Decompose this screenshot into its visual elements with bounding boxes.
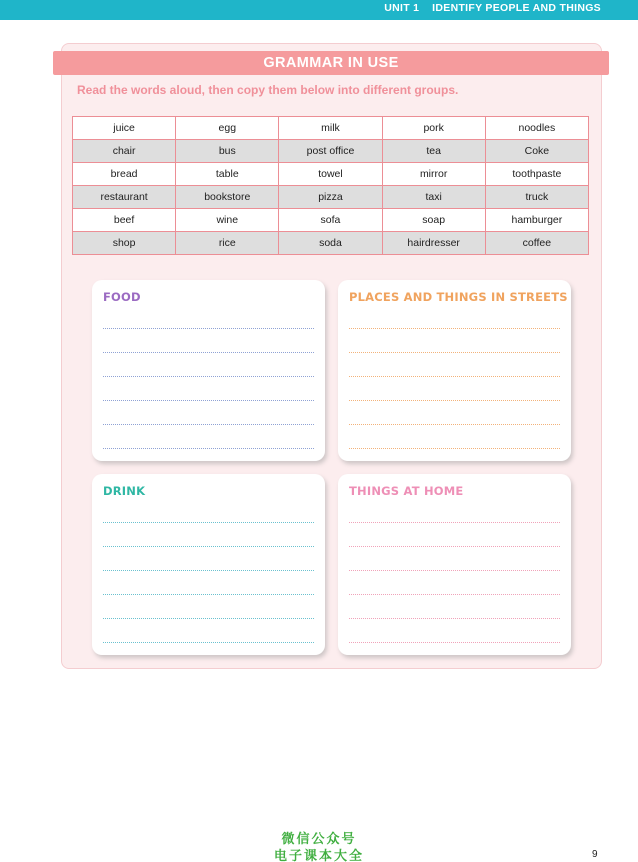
writing-line[interactable] [349, 546, 560, 547]
word-cell: bread [73, 163, 176, 186]
word-cell: pork [382, 117, 485, 140]
word-cell: tea [382, 140, 485, 163]
word-cell: coffee [485, 232, 588, 255]
word-cell: egg [176, 117, 279, 140]
writing-line[interactable] [349, 522, 560, 523]
streets-group-box[interactable] [338, 280, 571, 461]
table-row [73, 209, 589, 232]
word-cell: milk [279, 117, 382, 140]
writing-line[interactable] [103, 400, 314, 401]
table-row [73, 117, 589, 140]
watermark-line-1: 微信公众号 [281, 832, 357, 847]
word-cell: wine [176, 209, 279, 232]
instruction-text: Read the words aloud, then copy them below into different groups. [77, 83, 459, 97]
writing-line[interactable] [103, 546, 314, 547]
word-cell: shop [73, 232, 176, 255]
writing-line[interactable] [349, 448, 560, 449]
writing-line[interactable] [103, 618, 314, 619]
header-bar [0, 0, 638, 20]
page-number: 9 [592, 849, 598, 860]
word-cell: truck [485, 186, 588, 209]
word-cell: hairdresser [382, 232, 485, 255]
word-cell: Coke [485, 140, 588, 163]
writing-line[interactable] [103, 522, 314, 523]
word-cell: post office [279, 140, 382, 163]
table-row [73, 163, 589, 186]
writing-line[interactable] [349, 642, 560, 643]
writing-line[interactable] [349, 352, 560, 353]
section-title: GRAMMAR IN USE [263, 55, 399, 71]
writing-line[interactable] [349, 376, 560, 377]
writing-line[interactable] [103, 594, 314, 595]
writing-line[interactable] [349, 400, 560, 401]
writing-line[interactable] [103, 570, 314, 571]
writing-line[interactable] [103, 352, 314, 353]
writing-line[interactable] [103, 424, 314, 425]
drink-group-box[interactable] [92, 474, 325, 655]
group-title: DRINK [103, 484, 146, 498]
writing-line[interactable] [349, 424, 560, 425]
writing-line[interactable] [103, 448, 314, 449]
word-cell: toothpaste [485, 163, 588, 186]
food-group-box[interactable] [92, 280, 325, 461]
word-cell: soap [382, 209, 485, 232]
word-cell: sofa [279, 209, 382, 232]
word-cell: bookstore [176, 186, 279, 209]
word-cell: juice [73, 117, 176, 140]
writing-line[interactable] [103, 376, 314, 377]
word-cell: pizza [279, 186, 382, 209]
word-cell: bus [176, 140, 279, 163]
table-row [73, 232, 589, 255]
group-title: THINGS AT HOME [349, 484, 464, 498]
writing-line[interactable] [103, 328, 314, 329]
watermark-line-2: 电子课本大全 [273, 849, 364, 862]
writing-line[interactable] [349, 328, 560, 329]
word-cell: restaurant [73, 186, 176, 209]
word-cell: table [176, 163, 279, 186]
word-cell: rice [176, 232, 279, 255]
word-cell: towel [279, 163, 382, 186]
writing-line[interactable] [103, 642, 314, 643]
word-table [72, 116, 589, 255]
group-title: FOOD [103, 290, 141, 304]
word-cell: taxi [382, 186, 485, 209]
word-cell: mirror [382, 163, 485, 186]
table-row [73, 140, 589, 163]
word-cell: chair [73, 140, 176, 163]
home-group-box[interactable] [338, 474, 571, 655]
word-cell: noodles [485, 117, 588, 140]
section-banner [53, 51, 609, 75]
word-cell: soda [279, 232, 382, 255]
group-title: PLACES AND THINGS IN STREETS [349, 290, 568, 304]
word-cell: hamburger [485, 209, 588, 232]
writing-line[interactable] [349, 618, 560, 619]
writing-line[interactable] [349, 570, 560, 571]
unit-title: UNIT 1 IDENTIFY PEOPLE AND THINGS [384, 2, 601, 14]
table-row [73, 186, 589, 209]
word-cell: beef [73, 209, 176, 232]
writing-line[interactable] [349, 594, 560, 595]
